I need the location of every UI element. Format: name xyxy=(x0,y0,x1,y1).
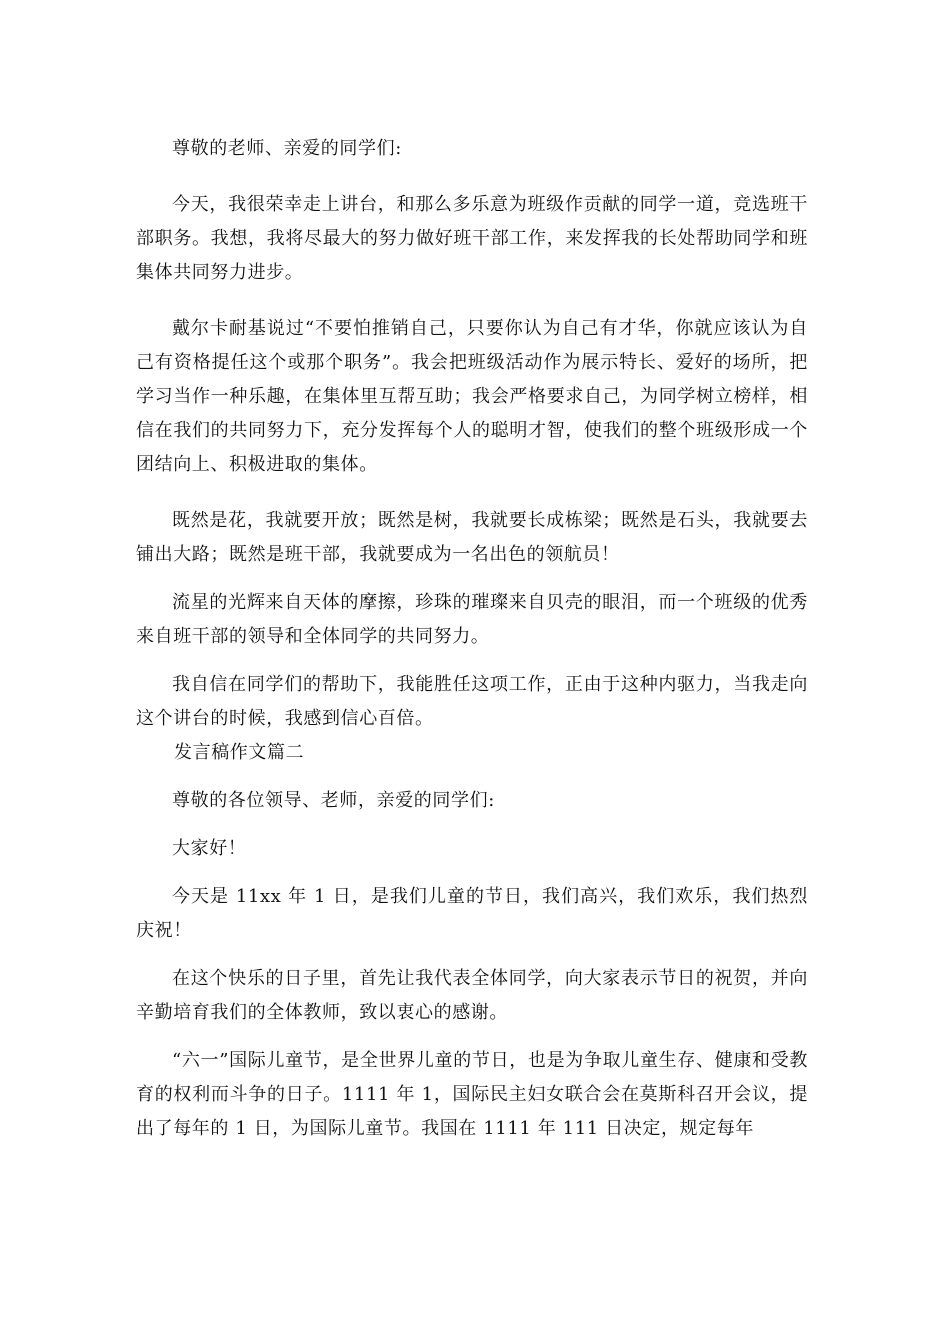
paragraph-flower: 既然是花，我就要开放；既然是树，我就要长成栋梁；既然是石头，我就要去铺出大路；既然是班干部，我就要成为一名出色的领航员！ xyxy=(136,510,808,565)
paragraph-history: “六一”国际儿童节，是全世界儿童的节日，也是为争取儿童生存、健康和受教育的权利而斗争的日子。1111 年 1，国际民主妇女联合会在莫斯科召开会议，提出了每年的 1 日，为国际儿童节。我国在 1111 年 111 日决定，规定每年 xyxy=(136,1050,808,1139)
paragraph-intro: 今天，我很荣幸走上讲台，和那么多乐意为班级作贡献的同学一道，竞选班干部职务。我想，我将尽最大的努力做好班干部工作，来发挥我的长处帮助同学和班集体共同努力进步。 xyxy=(136,194,808,283)
paragraph-thanks: 在这个快乐的日子里，首先让我代表全体同学，向大家表示节日的祝贺，并向辛勤培育我们的全体教师，致以衷心的感谢。 xyxy=(136,968,808,1023)
salutation-2: 尊敬的各位领导、老师，亲爱的同学们: xyxy=(172,790,495,811)
salutation-1: 尊敬的老师、亲爱的同学们: xyxy=(172,138,402,159)
paragraph-confidence: 我自信在同学们的帮助下，我能胜任这项工作，正由于这种内驱力，当我走向这个讲台的时候，我感到信心百倍。 xyxy=(136,674,808,729)
section-heading-2: 发言稿作文篇二 xyxy=(174,742,305,763)
paragraph-carnegie: 戴尔卡耐基说过“不要怕推销自己，只要你认为自己有才华，你就应该认为自己有资格提任这个或那个职务”。我会把班级活动作为展示特长、爱好的场所，把学习当作一种乐趣，在集体里互帮互助；我会严格要求自己，为同学树立榜样，相信在我们的共同努力下，充分发挥每个人的聪明才智，使我们的整个班级形成一个团结向上、积极进取的集体。 xyxy=(136,318,808,475)
paragraph-childrens-day: 今天是 11xx 年 1 日，是我们儿童的节日，我们高兴，我们欢乐，我们热烈庆祝！ xyxy=(136,886,808,941)
document-body xyxy=(136,132,808,1146)
greeting: 大家好！ xyxy=(172,838,247,859)
paragraph-meteor: 流星的光辉来自天体的摩擦，珍珠的璀璨来自贝壳的眼泪，而一个班级的优秀来自班干部的领导和全体同学的共同努力。 xyxy=(136,592,808,647)
